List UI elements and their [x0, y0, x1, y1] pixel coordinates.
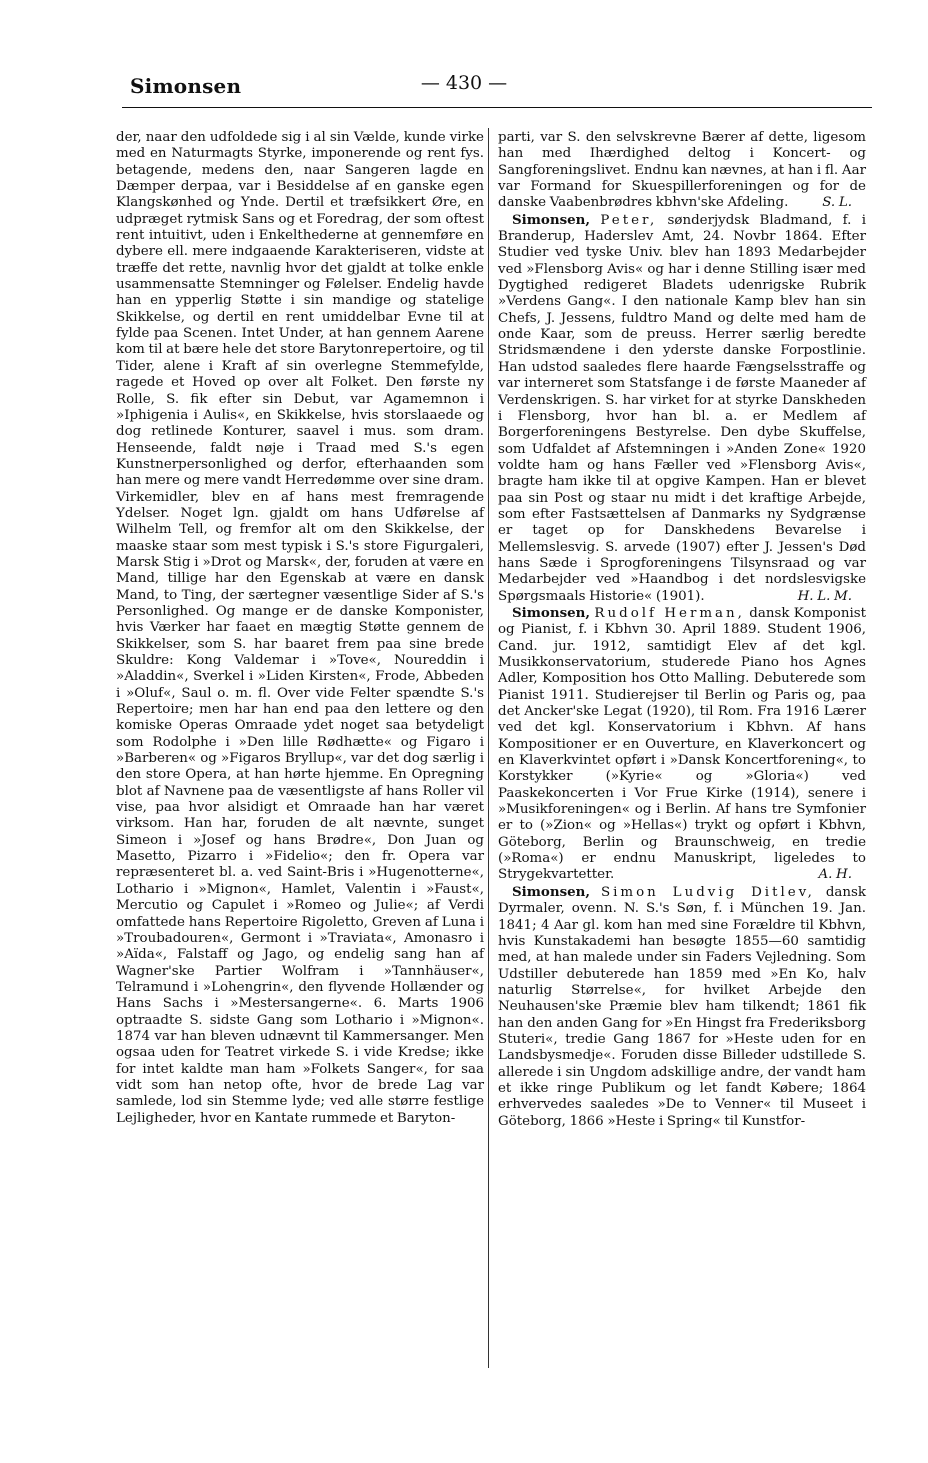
author-signature: A. H. — [818, 867, 852, 883]
left-column-text: der, naar den udfoldede sig i al sin Vælde, kunde virke med en Naturmagts Styrke, imponerende og rent fys. betagende, medens den, naar Sangeren lagde en Dæmper derpaa, var i Besiddelse af en ganske egen Klangskønhed og Ynde. Dertil et træfsikkert Øre, en udpræget rytmisk Sans og et Foredrag, der som oftest rent intuitivt, uden i Enkelthederne at gennemføre en dybere ell. mere indgaaende Karakteriseren, vidste at træffe det rette, navnlig hvor det gjaldt at tolke enkle usammensatte Stemninger og Følelser. Endelig havde han en ypperlig Støtte i sin mandige og statelige Skikkelse, og dertil en rent umiddelbar Evne til at fylde paa Scenen. Intet Under, at han gennem Aarene kom til at bære hele det store Barytonrepertoire, og til Tider, alene i Kraft af sin overlegne Stemmefylde, ragede et Hoved op over alt Folket. Den første ny Rolle, S. fik efter sin Debut, var Agamemnon i »Iphigenia i Aulis«, en Skikkelse, hvis storslaaede og dog retlinede Konturer, saavel i mus. som dram. Henseende, faldt nøje i Traad med S.'s egen Kunstnerpersonlighed og derfor, efterhaanden som han mere og mere vandt Herredømme over sine dram. Virkemidler, blev en af hans mest fremragende Ydelser. Noget lgn. gjaldt om hans Udførelse af Wilhelm Tell, og fremfor alt om den Skikkelse, der maaske staar som mest typisk i S.'s store Figurgaleri, Marsk Stig i »Drot og Marsk«, der, foruden at være en Mand, tillige har den Egenskab at være en dansk Mand, to Ting, der særtegner væsentlige Sider af S.'s Personlighed. Og mange er de danske Komponister, hvis Værker har faaet en mægtig Støtte gennem de Skikkelser, som S. har baaret frem paa sine brede Skuldre: Kong Valdemar i »Tove«, Noureddin i »Aladdin«, Sverkel i »Liden Kirsten«, Frode, Abbeden i »Oluf«, Saul o. m. fl. Over vide Felter spændte S.'s Repertoire; men har han end paa den lettere og den komiske Operas Omraade ydet noget saa betydeligt som Rodolphe i »Den lille Rødhætte« og Figaro i »Barberen« og »Figaros Bryllup«, var det dog særlig i den store Opera, at han hørte hjemme. En Opregning blot af Navnene paa de væsentligste af hans Roller vil vise, paa hvor alsidigt et Omraade han har været virksom. Han har, foruden de alt nævnte, sunget Simeon i »Josef og hans Brødre«, Don Juan og Masetto, Pizarro i »Fidelio«; den fr. Opera var repræsenteret bl. a. ved Saint-Bris i »Hugenotterne«, Lothario i »Mignon«, Hamlet, Valentin i »Faust«, Mercutio og Capulet i »Romeo og Julie«; af Verdi omfattede hans Repertoire Rigoletto, Greven af Luna i »Troubadouren«, Germont i »Traviata«, Amonasro i »Aïda«, Falstaff og Jago, og endelig sang han af Wagner'ske Partier Wolfram i »Tannhäuser«, Telramund i »Lohengrin«, den flyvende Hollænder og Hans Sachs i »Mestersangerne«. 6. Marts 1906 optraadte S. sidste Gang som Lothario i »Mignon«. 1874 var han bleven udnævnt til Kammersanger. Men ogsaa uden for Teatret virkede S. i vide Kredse; ikke for intet kaldte man ham »Folkets Sanger«, for saa vidt som han netop ofte, hvor de brede Lag var samlede, lod sin Stemme lyde; ved alle større festlige Lejligheder, hvor en Kantate rummede et Baryton- — [116, 130, 484, 1126]
entry-headword: Simonsen, — [512, 211, 591, 228]
entry-peter — [498, 212, 866, 605]
entry-text: sønderjydsk Bladmand, f. i Branderup, Haderslev Amt, 24. Novbr 1864. Efter Studier ved tyske Univ. blev han 1893 Medarbejder ved »Flensborg Avis« og har i denne Stilling især med Dygtighed redigeret Bladets udenrigske Rubrik »Verdens Gang«. I den nationale Kamp blev han sin Chefs, J. Jessens, fuldtro Mand og delte med ham de onde Kaar, som de preuss. Herrer særlig beredte Stridsmændene i den yderste danske Forpostlinie. Han udstod saaledes flere haarde Fængselsstraffe og var interneret som Statsfange i de første Maaneder af Verdenskrigen. S. har virket for at styrke Danskheden i Flensborg, hvor han bl. a. er Medlem af Borgerforeningens Bestyrelse. Den dybe Skuffelse, som Udfaldet af Afstemningen i »Anden Zone« 1920 voldte ham og hans Fæller ved »Flensborg Avis«, bragte ham ikke til at opgive Kampen. Han er blevet paa sin Post og staar nu midt i det kraftige Arbejde, som efter Fastsættelsen af Danmarks ny Sydgrænse er taget op for Danskhedens Bevarelse i Mellemslesvig. S. arvede (1907) efter J. Jessen's Død hans Sæde i Sprogforeningens Tilsynsraad og var Medarbejder ved »Haandbog i det nordslesvigske Spørgsmaals Historie« (1901). — [498, 212, 866, 604]
entry-text: dansk Dyrmaler, ovenn. N. S.'s Søn, f. i München 19. Jan. 1841; 4 Aar gl. kom han med sine Forældre til Kbhvn, hvis Kunstakademi han besøgte 1855—60 samtidig med, at han malede under sin Faders Vejledning. Som Udstiller debuterede han 1859 med »En Ko, halv naturlig Størrelse«, for hvilket Arbejde den Neuhausen'ske Præmie blev ham tilkendt; 1861 fik han den anden Gang for »En Hingst fra Frederiksborg Stuteri«, tredie Gang 1867 for »Heste uden for en Landsbysmedje«. Foruden disse Billeder udstillede S. allerede i sin Ungdom adskillige andre, der vandt ham et ikke ringe Publikum og let fandt Købere; 1864 erhvervedes saaledes »De to Venner« til Museet i Göteborg, 1866 »Heste i Spring« til Kunstfor- — [498, 884, 866, 1129]
author-signature: S. L. — [822, 195, 852, 211]
entry-given-names: Rudolf Herman, — [594, 605, 745, 621]
entry-continuation — [498, 130, 866, 212]
column-divider — [488, 128, 489, 1368]
entry-text: dansk Komponist og Pianist, f. i Kbhvn 30. April 1889. Student 1906, Cand. jur. 1912, samtidigt Elev af det kgl. Musikkonservatorium, studerede Piano hos Agnes Adler, Komposition hos Otto Malling. Debuterede som Pianist 1911. Studierejser til Berlin og Paris og, paa det Ancker'ske Legat (1920), til Rom. Fra 1916 Lærer ved det kgl. Konservatorium i Kbhvn. Af hans Kompositioner er en Ouverture, en Klaverkoncert og en Klaverkvintet opført i »Dansk Koncertforening«, to Korstykker (»Kyrie« og »Gloria«) ved Paaskekoncerten i Vor Frue Kirke (1914), senere i »Musikforeningen« og i Berlin. Af hans tre Symfonier er to (»Zion« og »Hellas«) trykt og opført i Kbhvn, Göteborg, Berlin og Braunschweig, en tredie (»Roma«) er endnu Manuskript, ligeledes to Strygekvartetter. — [498, 605, 866, 883]
author-signature: H. L. M. — [797, 588, 852, 604]
entry-simon — [498, 884, 866, 1130]
entry-continuation-text: parti, var S. den selvskrevne Bærer af dette, ligesom han med Ihærdighed deltog i Koncert- og Sangforeningslivet. Endnu kan nævnes, at han i fl. Aar var Formand for Skuespillerforeningen og for de danske Vaabenbrødres kbhvn'ske Afdeling. — [498, 130, 866, 211]
entry-headword: Simonsen, — [512, 604, 591, 621]
entry-given-names: Peter, — [600, 212, 658, 228]
left-column — [116, 130, 484, 1127]
entry-given-names: Simon Ludvig Ditlev, — [600, 884, 815, 900]
right-column — [498, 130, 866, 1130]
running-head: Simonsen — [130, 74, 242, 98]
header-rule — [122, 107, 872, 108]
entry-rudolf — [498, 605, 866, 884]
page-number: — 430 — — [420, 72, 508, 94]
entry-headword: Simonsen, — [512, 883, 591, 900]
